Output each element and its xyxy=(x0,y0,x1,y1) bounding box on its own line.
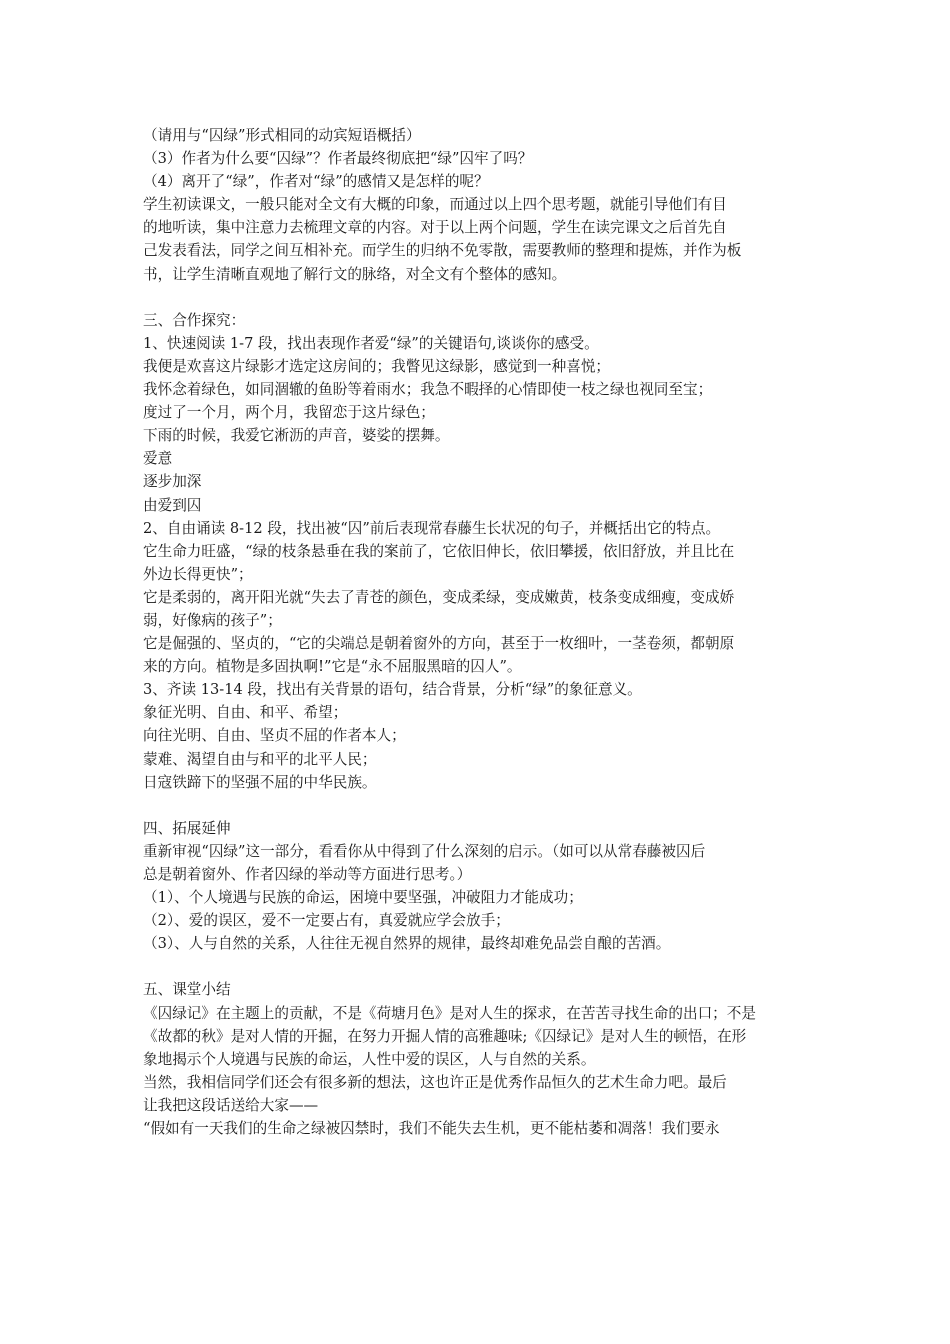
text-line: 让我把这段话送给大家—— xyxy=(143,1096,319,1114)
spacer xyxy=(143,955,807,978)
text-line: 当然，我相信同学们还会有很多新的想法，这也许正是优秀作品恒久的艺术生命力吧。最后 xyxy=(143,1073,727,1091)
text-line: 我便是欢喜这片绿影才选定这房间的；我瞥见这绿影，感觉到一种喜悦； xyxy=(143,357,611,375)
text-line: 它是柔弱的，离开阳光就“失去了青苍的颜色，变成柔绿，变成嫩黄，枝条变成细瘦，变成娇 xyxy=(143,588,735,606)
section-heading: 五、课堂小结 xyxy=(143,981,231,999)
text-line: 象征光明、自由、和平、希望； xyxy=(143,704,348,722)
text-line: 蒙难、渴望自由与和平的北平人民； xyxy=(143,750,377,768)
text-line: 它是倔强的、坚贞的，“它的尖端总是朝着窗外的方向，甚至于一枚细叶，一茎卷须，都朝原 xyxy=(143,635,735,653)
document-body xyxy=(143,124,807,1140)
text-line: （3）作者为什么要“囚绿”？作者最终彻底把“绿”囚牢了吗？ xyxy=(143,150,533,168)
text-line: 《囚绿记》在主题上的贡献，不是《荷塘月色》是对人生的探求，在苦苦寻找生命的出口；不是 xyxy=(143,1004,756,1022)
section-extension xyxy=(143,817,807,956)
text-line: （请用与“囚绿”形式相同的动宾短语概括） xyxy=(143,127,421,144)
text-line: 己发表看法，同学之间互相补充。而学生的归纳不免零散，需要教师的整理和提炼，并作为板 xyxy=(143,242,742,260)
text-line: 下雨的时候，我爱它淅沥的声音，婆娑的摆舞。 xyxy=(143,427,450,445)
text-line: 3、齐读 13-14 段，找出有关背景的语句，结合背景，分析“绿”的象征意义。 xyxy=(143,681,642,699)
section-collaborative-inquiry xyxy=(143,309,807,794)
text-line: 我怀念着绿色，如同涸辙的鱼盼等着雨水；我急不暇择的心情即使一枝之绿也视同至宝； xyxy=(143,381,713,399)
text-line: 象地揭示个人境遇与民族的命运，人性中爱的误区，人与自然的关系。 xyxy=(143,1050,596,1068)
text-line: 向往光明、自由、坚贞不屈的作者本人； xyxy=(143,727,406,745)
text-line: 总是朝着窗外、作者囚绿的举动等方面进行思考。） xyxy=(143,866,472,883)
text-line: 来的方向。植物是多固执啊!”它是“永不屈服黑暗的囚人”。 xyxy=(143,658,522,676)
spacer xyxy=(143,286,807,309)
text-line: （1）、个人境遇与民族的命运，困境中要坚强，冲破阻力才能成功； xyxy=(143,889,583,907)
text-line: 1、快速阅读 1-7 段，找出表现作者爱“绿”的关键语句,谈谈你的感受。 xyxy=(143,334,599,352)
text-line: “假如有一天我们的生命之绿被囚禁时，我们不能失去生机，更不能枯萎和凋落！我们要永 xyxy=(143,1120,720,1138)
intro-block xyxy=(143,124,807,286)
text-line: （2）、爱的误区，爱不一定要占有，真爱就应学会放手； xyxy=(143,912,510,930)
text-line: 外边长得更快”； xyxy=(143,565,253,583)
text-line: 逐步加深 xyxy=(143,473,202,491)
spacer xyxy=(143,794,807,817)
text-line: （4）离开了“绿”，作者对“绿”的感情又是怎样的呢？ xyxy=(143,173,489,191)
section-heading: 三、合作探究： xyxy=(143,311,246,329)
text-line: 它生命力旺盛，“绿的枝条悬垂在我的案前了，它依旧伸长，依旧攀援，依旧舒放，并且比在 xyxy=(143,542,735,560)
text-line: 2、自由诵读 8-12 段，找出被“囚”前后表现常春藤生长状况的句子，并概括出它的特点。 xyxy=(143,519,721,537)
text-line: 《故都的秋》是对人情的开掘，在努力开掘人情的高雅趣味;《囚绿记》是对人生的顿悟，在形 xyxy=(143,1027,747,1045)
text-line: 日寇铁蹄下的坚强不屈的中华民族。 xyxy=(143,773,377,791)
text-line: 爱意 xyxy=(143,450,173,468)
text-line: 书，让学生清晰直观地了解行文的脉络，对全文有个整体的感知。 xyxy=(143,265,567,283)
text-line: 度过了一个月，两个月，我留恋于这片绿色； xyxy=(143,404,435,422)
text-line: 重新审视“囚绿”这一部分，看看你从中得到了什么深刻的启示。（如可以从常春藤被囚后 xyxy=(143,842,706,860)
text-line: 弱，好像病的孩子”； xyxy=(143,611,282,629)
section-summary xyxy=(143,978,807,1140)
text-line: 由爱到囚 xyxy=(143,496,202,514)
text-line: （3）、人与自然的关系，人往往无视自然界的规律，最终却难免品尝自酿的苦酒。 xyxy=(143,935,671,953)
section-heading: 四、拓展延伸 xyxy=(143,819,231,837)
text-line: 学生初读课文，一般只能对全文有大概的印象，而通过以上四个思考题，就能引导他们有目 xyxy=(143,196,727,214)
text-line: 的地听读，集中注意力去梳理文章的内容。对于以上两个问题，学生在读完课文之后首先自 xyxy=(143,219,727,237)
